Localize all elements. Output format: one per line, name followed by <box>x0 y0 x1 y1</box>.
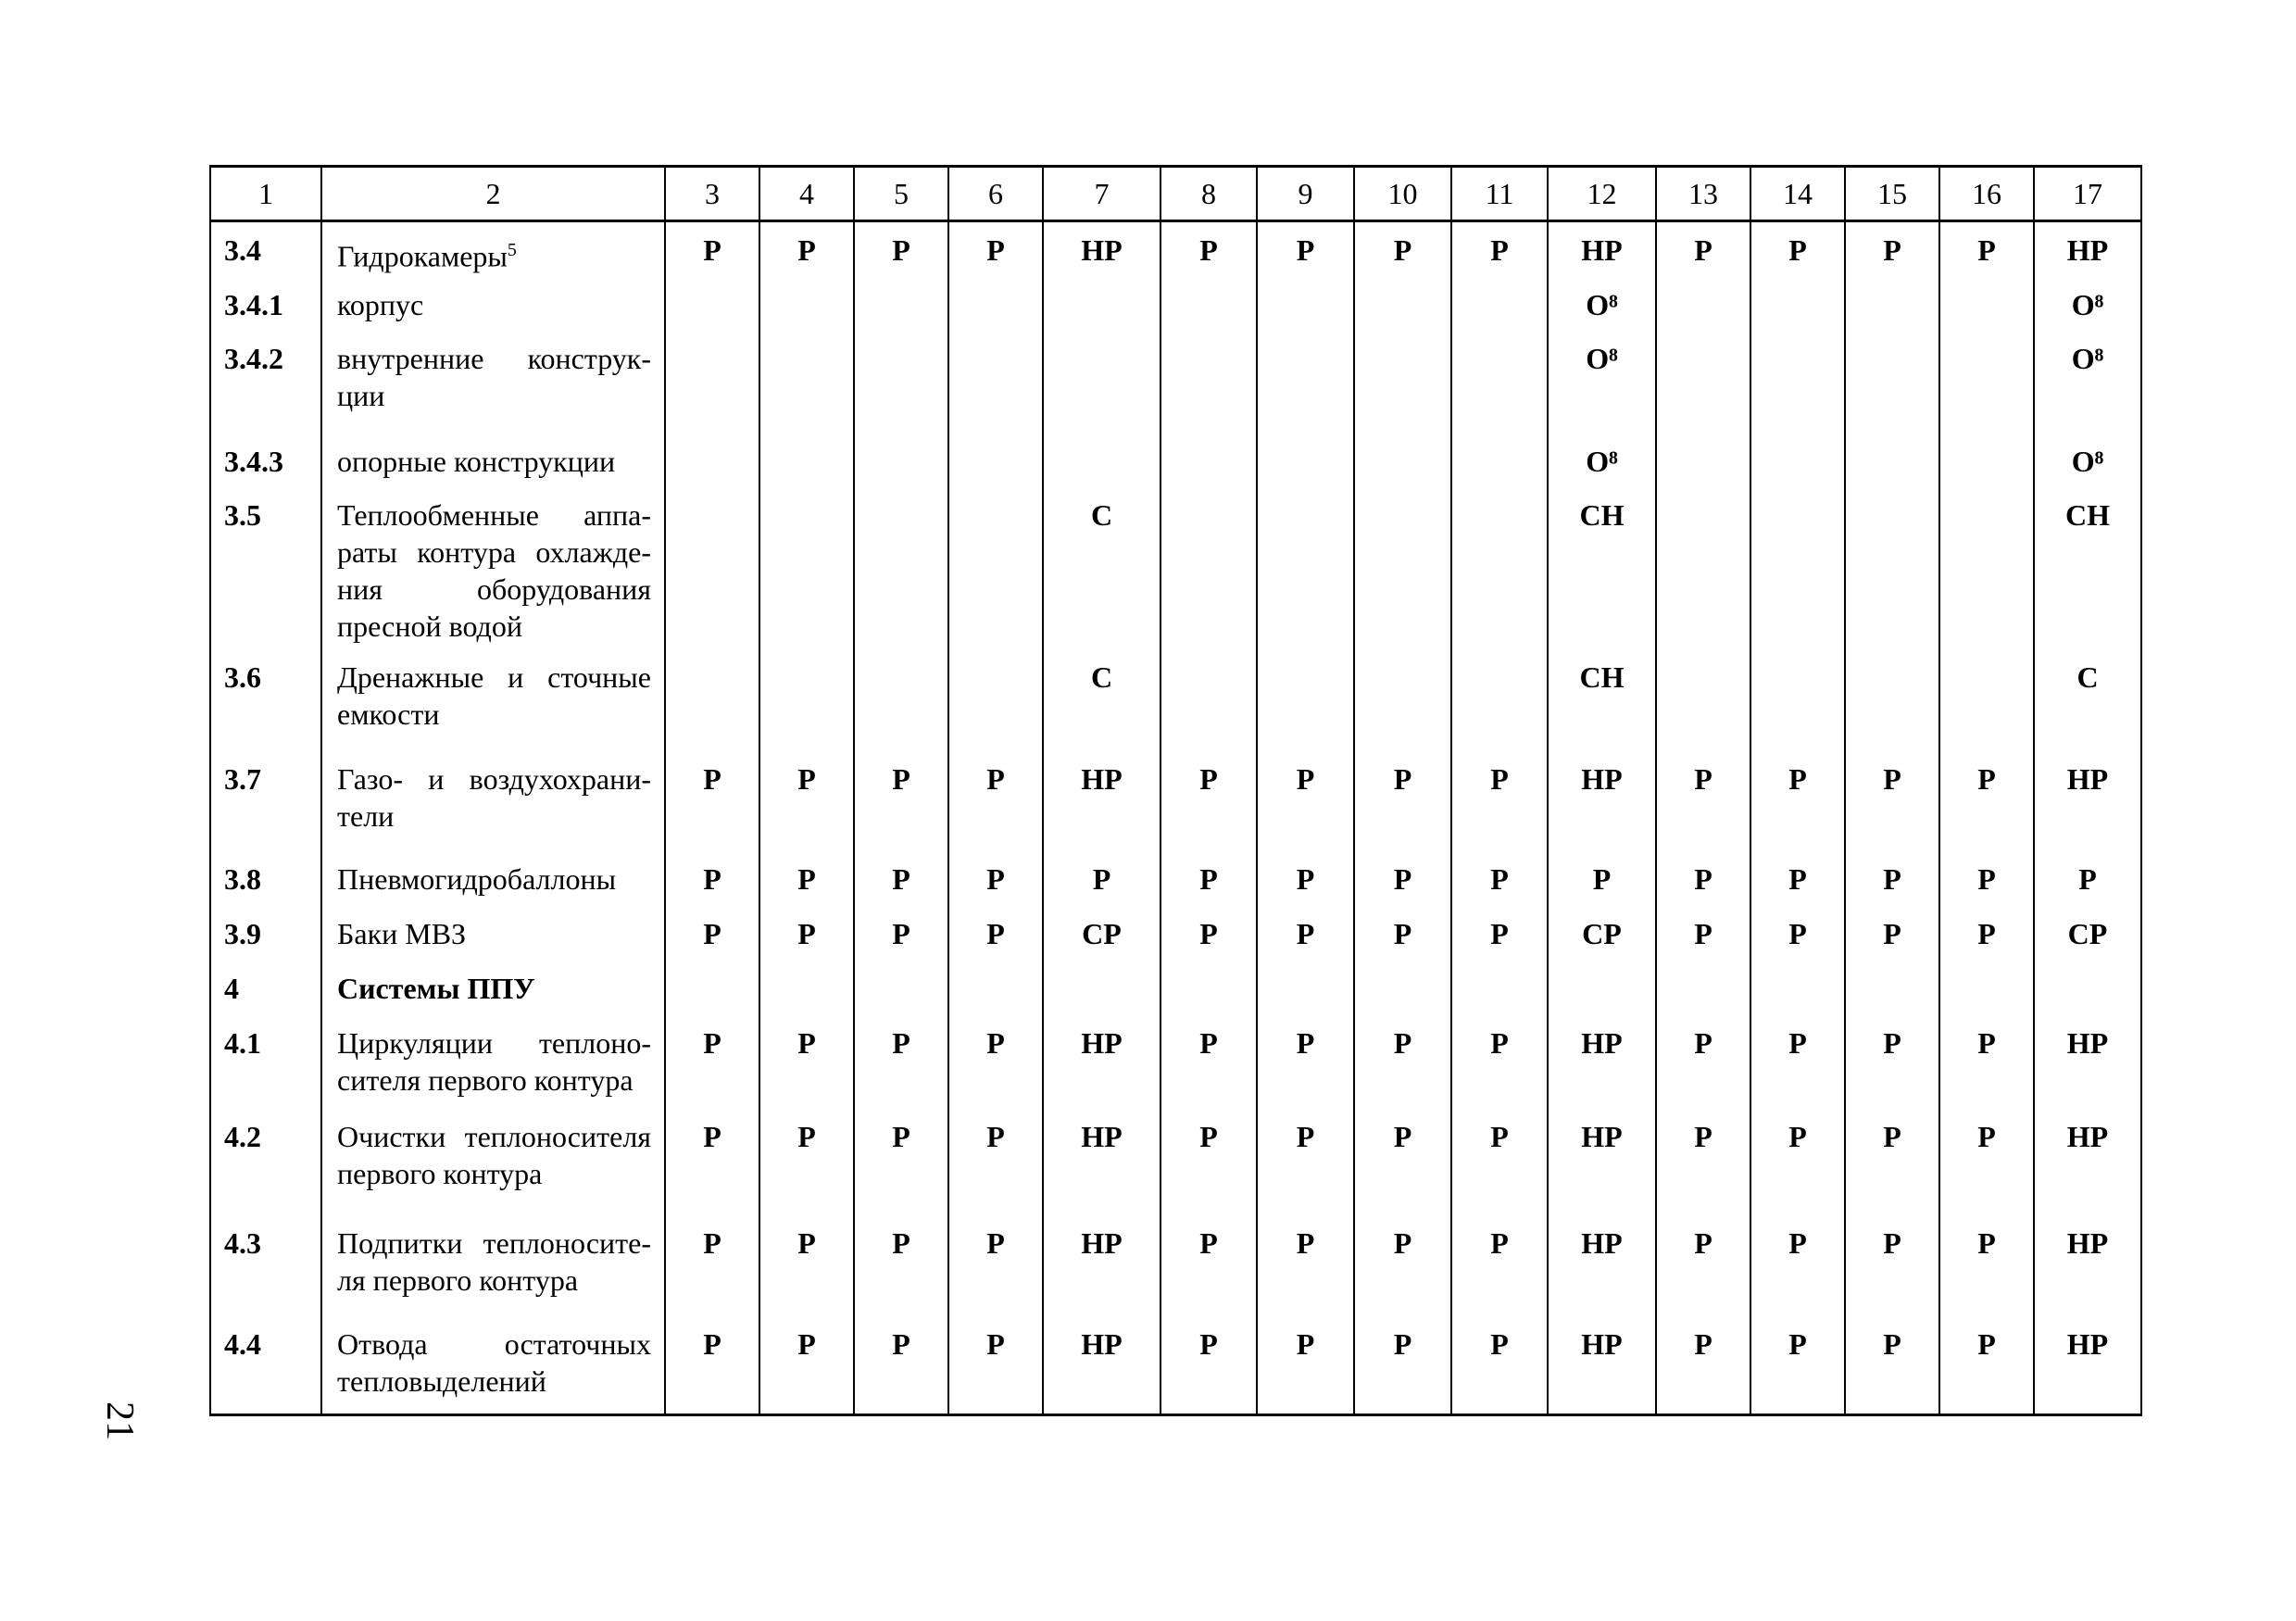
column-header: 5 <box>854 167 948 221</box>
value-cell: Р <box>1354 1316 1451 1414</box>
column-header: 7 <box>1043 167 1161 221</box>
value-cell <box>948 961 1043 1015</box>
table-row <box>210 221 2141 277</box>
value-cell <box>1354 961 1451 1015</box>
value-cell <box>1161 487 1257 650</box>
value-cell: НР <box>2034 1215 2141 1316</box>
value-cell: Р <box>1257 221 1354 277</box>
value-cell: Р <box>1451 906 1548 961</box>
row-name <box>321 277 665 332</box>
value-cell: СН <box>1548 649 1656 750</box>
value-cell: О⁸ <box>2034 434 2141 487</box>
value-cell <box>759 649 854 750</box>
table-row <box>210 751 2141 851</box>
value-cell: О⁸ <box>2034 277 2141 332</box>
value-cell: Р <box>854 1215 948 1316</box>
value-cell: Р <box>759 1215 854 1316</box>
value-cell <box>1257 277 1354 332</box>
value-cell: Р <box>1548 851 1656 906</box>
value-cell: Р <box>948 851 1043 906</box>
value-cell: Р <box>1656 751 1750 851</box>
value-cell <box>1750 487 1845 650</box>
value-cell <box>854 961 948 1015</box>
value-cell: Р <box>948 751 1043 851</box>
value-cell: НР <box>2034 221 2141 277</box>
value-cell <box>1845 649 1939 750</box>
row-number: 3.4.2 <box>210 331 321 434</box>
value-cell <box>1354 649 1451 750</box>
value-cell <box>1939 487 2034 650</box>
value-cell <box>854 487 948 650</box>
value-cell <box>948 434 1043 487</box>
value-cell: Р <box>1257 1215 1354 1316</box>
value-cell: Р <box>1845 1316 1939 1414</box>
value-cell: НР <box>1043 751 1161 851</box>
value-cell <box>854 277 948 332</box>
row-name-text: Отвода остаточных тепловыделений <box>337 1327 651 1399</box>
value-cell <box>1939 649 2034 750</box>
row-number: 3.4.3 <box>210 434 321 487</box>
value-cell <box>759 277 854 332</box>
value-cell: Р <box>1257 851 1354 906</box>
value-cell: СН <box>2034 487 2141 650</box>
row-name <box>321 1109 665 1215</box>
value-cell: Р <box>1257 906 1354 961</box>
value-cell: Р <box>854 1109 948 1215</box>
row-name-text: корпус <box>337 287 424 321</box>
value-cell: Р <box>1750 851 1845 906</box>
value-cell <box>1750 277 1845 332</box>
value-cell: Р <box>1354 1215 1451 1316</box>
value-cell <box>1451 961 1548 1015</box>
value-cell: С <box>1043 649 1161 750</box>
value-cell: Р <box>1451 221 1548 277</box>
row-name-text: Теплообменные аппа-раты контура охлажде-ния оборудования пресной водой <box>337 497 651 643</box>
value-cell <box>1656 277 1750 332</box>
value-cell <box>1161 331 1257 434</box>
row-name-text: Газо- и воздухохрани-тели <box>337 761 651 833</box>
value-cell <box>665 331 759 434</box>
header-row <box>210 167 2141 221</box>
requirements-table <box>209 165 2142 1416</box>
value-cell <box>665 277 759 332</box>
value-cell: Р <box>854 751 948 851</box>
value-cell <box>1257 434 1354 487</box>
value-cell: Р <box>1161 1215 1257 1316</box>
row-name <box>321 649 665 750</box>
value-cell: Р <box>1939 1015 2034 1109</box>
row-name-text: Подпитки теплоносите-ля первого контура <box>337 1225 651 1297</box>
row-name-text: Системы ППУ <box>337 971 535 1005</box>
value-cell: Р <box>1161 221 1257 277</box>
table-row <box>210 1109 2141 1215</box>
value-cell: Р <box>1161 1109 1257 1215</box>
value-cell: Р <box>1257 1015 1354 1109</box>
value-cell: Р <box>665 751 759 851</box>
value-cell: НР <box>1548 1316 1656 1414</box>
value-cell <box>1257 331 1354 434</box>
row-number: 4.1 <box>210 1015 321 1109</box>
value-cell <box>1656 331 1750 434</box>
value-cell <box>1451 277 1548 332</box>
value-cell <box>759 487 854 650</box>
value-cell: Р <box>1354 906 1451 961</box>
value-cell <box>1451 649 1548 750</box>
value-cell <box>1043 331 1161 434</box>
value-cell: Р <box>665 851 759 906</box>
value-cell <box>1750 331 1845 434</box>
value-cell: Р <box>1845 1015 1939 1109</box>
column-header: 10 <box>1354 167 1451 221</box>
row-name-text: Баки МВЗ <box>337 917 467 951</box>
table-row <box>210 434 2141 487</box>
value-cell: Р <box>854 221 948 277</box>
value-cell <box>1161 277 1257 332</box>
value-cell <box>1939 434 2034 487</box>
value-cell: Р <box>1939 751 2034 851</box>
value-cell: НР <box>1548 751 1656 851</box>
value-cell <box>2034 961 2141 1015</box>
value-cell: Р <box>948 906 1043 961</box>
value-cell <box>759 434 854 487</box>
value-cell: Р <box>665 1015 759 1109</box>
value-cell: Р <box>759 906 854 961</box>
value-cell: Р <box>665 906 759 961</box>
value-cell <box>1451 487 1548 650</box>
row-name <box>321 331 665 434</box>
value-cell: Р <box>665 1109 759 1215</box>
table-row <box>210 1316 2141 1414</box>
value-cell <box>854 331 948 434</box>
value-cell <box>1257 649 1354 750</box>
value-cell: Р <box>759 1015 854 1109</box>
value-cell: Р <box>1161 1015 1257 1109</box>
row-name-text: Дренажные и сточные емкости <box>337 660 651 732</box>
column-header: 8 <box>1161 167 1257 221</box>
value-cell: Р <box>1043 851 1161 906</box>
value-cell: Р <box>1939 221 2034 277</box>
row-name <box>321 751 665 851</box>
value-cell: Р <box>1750 1015 1845 1109</box>
value-cell: Р <box>1451 1316 1548 1414</box>
value-cell: СР <box>1548 906 1656 961</box>
value-cell: Р <box>1451 1215 1548 1316</box>
value-cell: Р <box>1354 1109 1451 1215</box>
value-cell: Р <box>1845 751 1939 851</box>
value-cell: Р <box>1939 851 2034 906</box>
value-cell <box>1257 961 1354 1015</box>
column-header: 9 <box>1257 167 1354 221</box>
value-cell <box>1939 331 2034 434</box>
table-row <box>210 1215 2141 1316</box>
value-cell: Р <box>1656 906 1750 961</box>
value-cell: Р <box>1845 906 1939 961</box>
value-cell: Р <box>759 751 854 851</box>
value-cell: Р <box>854 906 948 961</box>
value-cell <box>1656 487 1750 650</box>
value-cell: Р <box>1750 1215 1845 1316</box>
value-cell: НР <box>2034 751 2141 851</box>
value-cell: Р <box>1750 751 1845 851</box>
row-number: 3.4 <box>210 221 321 277</box>
column-header: 4 <box>759 167 854 221</box>
row-number: 3.4.1 <box>210 277 321 332</box>
column-header: 15 <box>1845 167 1939 221</box>
row-name-text: опорные конструкции <box>337 444 616 478</box>
table-row <box>210 851 2141 906</box>
value-cell <box>1354 487 1451 650</box>
value-cell: Р <box>1656 1109 1750 1215</box>
value-cell: Р <box>1939 1215 2034 1316</box>
value-cell: Р <box>1750 1316 1845 1414</box>
value-cell: Р <box>854 1015 948 1109</box>
value-cell <box>1548 961 1656 1015</box>
value-cell: Р <box>1451 1015 1548 1109</box>
column-header: 1 <box>210 167 321 221</box>
value-cell <box>948 277 1043 332</box>
value-cell: Р <box>1161 751 1257 851</box>
row-name <box>321 1015 665 1109</box>
value-cell: О⁸ <box>1548 277 1656 332</box>
value-cell: НР <box>1548 1015 1656 1109</box>
value-cell: Р <box>948 1015 1043 1109</box>
value-cell: Р <box>1939 1316 2034 1414</box>
value-cell: Р <box>1161 851 1257 906</box>
value-cell: Р <box>1939 1109 2034 1215</box>
value-cell: Р <box>1750 1109 1845 1215</box>
value-cell <box>1451 331 1548 434</box>
value-cell <box>1939 277 2034 332</box>
row-name <box>321 221 665 277</box>
value-cell: Р <box>1656 1015 1750 1109</box>
value-cell: НР <box>1548 221 1656 277</box>
row-name-text: Пневмогидробаллоны <box>337 862 617 897</box>
value-cell: Р <box>948 1109 1043 1215</box>
value-cell <box>1750 434 1845 487</box>
value-cell: Р <box>759 1109 854 1215</box>
row-name <box>321 906 665 961</box>
value-cell: Р <box>1845 1109 1939 1215</box>
value-cell: Р <box>1750 906 1845 961</box>
row-name <box>321 1215 665 1316</box>
value-cell <box>948 487 1043 650</box>
value-cell <box>759 961 854 1015</box>
value-cell: Р <box>1656 1316 1750 1414</box>
value-cell: Р <box>665 221 759 277</box>
value-cell: О⁸ <box>1548 434 1656 487</box>
value-cell <box>1354 331 1451 434</box>
value-cell: Р <box>1656 1215 1750 1316</box>
value-cell: Р <box>759 851 854 906</box>
value-cell: СР <box>1043 906 1161 961</box>
value-cell <box>1161 434 1257 487</box>
value-cell: НР <box>1043 1015 1161 1109</box>
value-cell: Р <box>1257 751 1354 851</box>
row-number: 4 <box>210 961 321 1015</box>
row-name <box>321 851 665 906</box>
row-number: 3.7 <box>210 751 321 851</box>
value-cell <box>1845 331 1939 434</box>
value-cell <box>665 649 759 750</box>
column-header: 16 <box>1939 167 2034 221</box>
value-cell <box>1845 277 1939 332</box>
row-name <box>321 487 665 650</box>
value-cell: Р <box>1161 906 1257 961</box>
value-cell <box>1043 277 1161 332</box>
value-cell: НР <box>1548 1215 1656 1316</box>
column-header: 14 <box>1750 167 1845 221</box>
value-cell: Р <box>1656 221 1750 277</box>
value-cell <box>854 434 948 487</box>
value-cell <box>854 649 948 750</box>
value-cell: НР <box>1548 1109 1656 1215</box>
value-cell <box>1043 961 1161 1015</box>
column-header: 6 <box>948 167 1043 221</box>
value-cell <box>665 487 759 650</box>
table-row <box>210 277 2141 332</box>
value-cell: СР <box>2034 906 2141 961</box>
value-cell <box>1845 434 1939 487</box>
value-cell <box>1656 961 1750 1015</box>
value-cell: НР <box>2034 1109 2141 1215</box>
value-cell: Р <box>1354 1015 1451 1109</box>
value-cell: Р <box>854 1316 948 1414</box>
value-cell <box>665 961 759 1015</box>
value-cell <box>1161 961 1257 1015</box>
value-cell: Р <box>948 221 1043 277</box>
row-name <box>321 961 665 1015</box>
row-number: 4.3 <box>210 1215 321 1316</box>
row-number: 3.6 <box>210 649 321 750</box>
value-cell <box>759 331 854 434</box>
value-cell: НР <box>2034 1316 2141 1414</box>
table-body <box>210 221 2141 1415</box>
page-number: 21 <box>98 1401 141 1440</box>
value-cell <box>1656 649 1750 750</box>
row-number: 4.4 <box>210 1316 321 1414</box>
value-cell <box>1161 649 1257 750</box>
column-header: 13 <box>1656 167 1750 221</box>
table-row <box>210 906 2141 961</box>
value-cell: Р <box>665 1215 759 1316</box>
value-cell: О⁸ <box>2034 331 2141 434</box>
value-cell <box>665 434 759 487</box>
row-name-text: Гидрокамеры <box>337 239 508 273</box>
value-cell: Р <box>1354 751 1451 851</box>
value-cell <box>1451 434 1548 487</box>
value-cell: Р <box>1451 751 1548 851</box>
value-cell: Р <box>1451 851 1548 906</box>
value-cell <box>1845 961 1939 1015</box>
column-header: 12 <box>1548 167 1656 221</box>
value-cell: Р <box>1845 221 1939 277</box>
table-row <box>210 331 2141 434</box>
value-cell <box>1939 961 2034 1015</box>
value-cell: Р <box>1257 1109 1354 1215</box>
value-cell: Р <box>948 1215 1043 1316</box>
value-cell <box>1354 434 1451 487</box>
value-cell: НР <box>1043 1109 1161 1215</box>
value-cell: О⁸ <box>1548 331 1656 434</box>
value-cell: С <box>2034 649 2141 750</box>
value-cell <box>948 331 1043 434</box>
row-name-text: Очистки теплоносителя первого контура <box>337 1119 651 1190</box>
column-header: 2 <box>321 167 665 221</box>
value-cell: Р <box>1354 851 1451 906</box>
table-row <box>210 1015 2141 1109</box>
row-number: 3.5 <box>210 487 321 650</box>
row-name-text: внутренние конструк-ции <box>337 342 651 413</box>
table-row <box>210 649 2141 750</box>
table-row <box>210 961 2141 1015</box>
value-cell <box>1257 487 1354 650</box>
value-cell <box>1043 434 1161 487</box>
value-cell: Р <box>1161 1316 1257 1414</box>
value-cell <box>948 649 1043 750</box>
value-cell: Р <box>759 221 854 277</box>
value-cell: Р <box>948 1316 1043 1414</box>
value-cell: Р <box>1354 221 1451 277</box>
value-cell: С <box>1043 487 1161 650</box>
value-cell: НР <box>1043 221 1161 277</box>
value-cell <box>1354 277 1451 332</box>
row-number: 3.8 <box>210 851 321 906</box>
value-cell: Р <box>1939 906 2034 961</box>
value-cell: Р <box>1451 1109 1548 1215</box>
row-number: 3.9 <box>210 906 321 961</box>
value-cell: Р <box>1257 1316 1354 1414</box>
row-name-text: Циркуляции теплоно-сителя первого контура <box>337 1025 651 1097</box>
row-name <box>321 434 665 487</box>
table-row <box>210 487 2141 650</box>
value-cell: Р <box>2034 851 2141 906</box>
value-cell <box>1750 961 1845 1015</box>
value-cell: Р <box>1750 221 1845 277</box>
value-cell: НР <box>2034 1015 2141 1109</box>
value-cell: Р <box>854 851 948 906</box>
value-cell <box>1750 649 1845 750</box>
value-cell: НР <box>1043 1215 1161 1316</box>
row-number: 4.2 <box>210 1109 321 1215</box>
value-cell: Р <box>665 1316 759 1414</box>
value-cell <box>1656 434 1750 487</box>
column-header: 11 <box>1451 167 1548 221</box>
value-cell: Р <box>759 1316 854 1414</box>
value-cell <box>1845 487 1939 650</box>
row-name <box>321 1316 665 1414</box>
value-cell: Р <box>1845 851 1939 906</box>
column-header: 17 <box>2034 167 2141 221</box>
value-cell: СН <box>1548 487 1656 650</box>
column-header: 3 <box>665 167 759 221</box>
requirements-table-container <box>209 165 2134 1416</box>
value-cell: Р <box>1656 851 1750 906</box>
value-cell: НР <box>1043 1316 1161 1414</box>
value-cell: Р <box>1845 1215 1939 1316</box>
footnote-mark: 5 <box>507 240 517 260</box>
